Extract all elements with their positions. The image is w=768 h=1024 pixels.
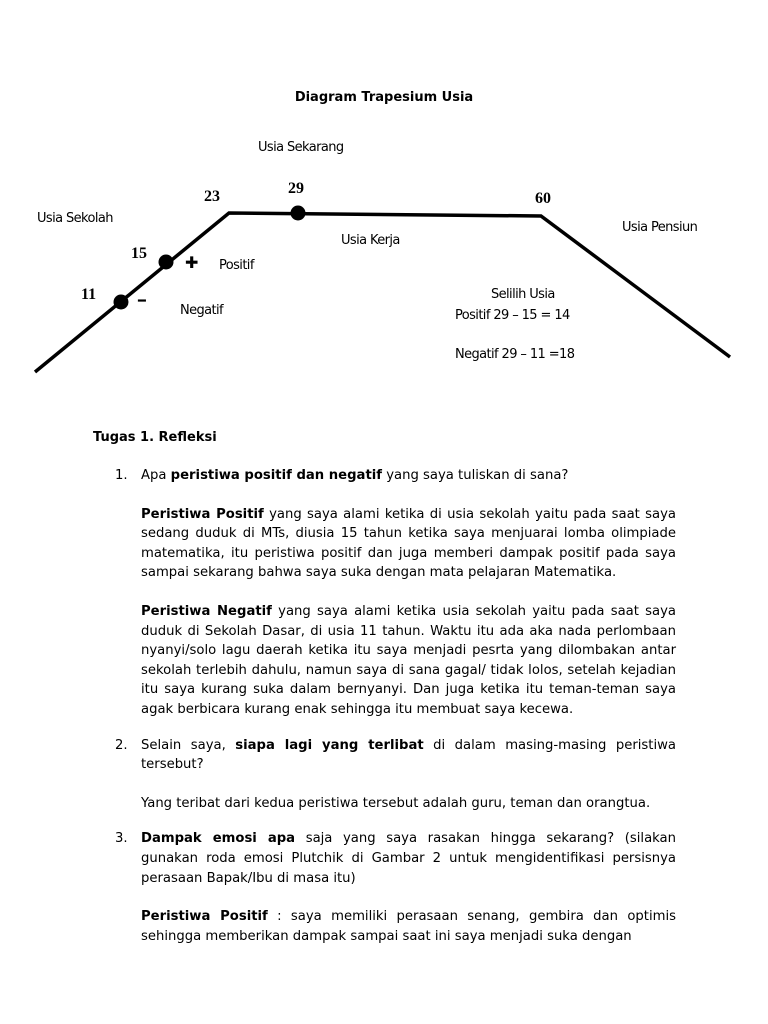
- age-number-29: 29: [288, 180, 304, 197]
- answer-bold: Peristiwa Negatif: [141, 603, 272, 619]
- label-positif: Positif: [219, 258, 254, 273]
- answer-text: Yang teribat dari kedua peristiwa tersebut adalah guru, teman dan orangtua.: [141, 795, 651, 811]
- question: [141, 466, 676, 486]
- point-marker-29: [291, 206, 306, 221]
- question: [141, 829, 676, 888]
- age-number-23: 23: [204, 188, 220, 205]
- answer-paragraph: [141, 907, 676, 946]
- age-number-11: 11: [81, 286, 97, 303]
- question-text: di dalam masing-masing peristiwa tersebut?: [141, 737, 676, 773]
- label-usia-sekarang: Usia Sekarang: [258, 140, 344, 155]
- item-number: 1.: [115, 468, 128, 483]
- item-number: 2.: [115, 737, 128, 753]
- point-marker-11: [114, 295, 129, 310]
- selisih-title: Selilih Usia: [491, 287, 555, 302]
- answer-text: yang saya alami ketika usia sekolah yaitu pada saat saya duduk di Sekolah Dasar, di usia 11 tahun. Waktu itu ada aka nada perlombaan nyanyi/solo lagu daerah ketika itu saya menjadi pesrta yang dilombakan antar sekolah terlebih dahulu, namun saya di sana gagal/ tidak lolos, setelah kejadian itu saya kurang suka dalam bernyanyi. Dan juga ketika itu teman-teman saya agak berbicara kurang enak sehingga itu membuat saya kecewa.: [141, 603, 676, 717]
- item-number: 3.: [115, 831, 128, 847]
- reflection-list: [115, 466, 676, 962]
- answer-text: : saya memiliki perasaan senang, gembira dan optimis sehingga memberikan dampak sampai saat ini saya menjadi suka dengan: [141, 909, 676, 944]
- question-text: Selain saya,: [141, 737, 236, 753]
- question: [141, 736, 676, 775]
- selisih-negatif: Negatif 29 – 11 =18: [455, 347, 575, 362]
- point-marker-15: [159, 255, 174, 270]
- answer-paragraph: [141, 602, 676, 720]
- label-negatif: Negatif: [180, 303, 224, 318]
- answer-bold: Peristiwa Positif: [141, 506, 264, 522]
- question-bold: siapa lagi yang terlibat: [235, 737, 424, 753]
- question-text: Apa: [141, 468, 171, 483]
- label-usia-kerja: Usia Kerja: [341, 233, 400, 248]
- label-usia-pensiun: Usia Pensiun: [622, 220, 698, 235]
- list-item: [115, 466, 676, 720]
- answer-paragraph: [141, 794, 676, 814]
- answer-text: yang saya alami ketika di usia sekolah yaitu pada saat saya sedang duduk di MTs, diusia 15 tahun ketika saya menjuarai lomba olimpiade matematika, itu peristiwa positif dan juga memberi dampak positif pada saya sampai sekarang bahwa saya suka dengan mata pelajaran Matematika.: [141, 506, 676, 581]
- question-bold: Dampak emosi apa: [141, 831, 296, 847]
- plus-icon: ✚: [185, 253, 199, 272]
- list-item: [115, 829, 676, 946]
- question-text: yang saya tuliskan di sana?: [382, 468, 569, 483]
- age-number-60: 60: [535, 190, 551, 207]
- age-number-15: 15: [131, 245, 147, 262]
- section-heading: Tugas 1. Refleksi: [93, 430, 217, 445]
- question-text: saja yang saya rasakan hingga sekarang? (silakan gunakan roda emosi Plutchik di Gambar 2 untuk mengidentifikasi persisnya perasaan Bapak/Ibu di masa itu): [141, 831, 676, 886]
- question-bold: peristiwa positif dan negatif: [170, 468, 383, 483]
- selisih-positif: Positif 29 – 15 = 14: [455, 308, 570, 323]
- answer-paragraph: [141, 505, 676, 583]
- age-trapezoid-diagram: [0, 0, 768, 400]
- list-item: [115, 736, 676, 814]
- minus-icon: ━: [138, 294, 146, 309]
- document-title: Diagram Trapesium Usia: [294, 90, 474, 105]
- answer-bold: Peristiwa Positif: [141, 909, 268, 925]
- label-usia-sekolah: Usia Sekolah: [37, 211, 113, 226]
